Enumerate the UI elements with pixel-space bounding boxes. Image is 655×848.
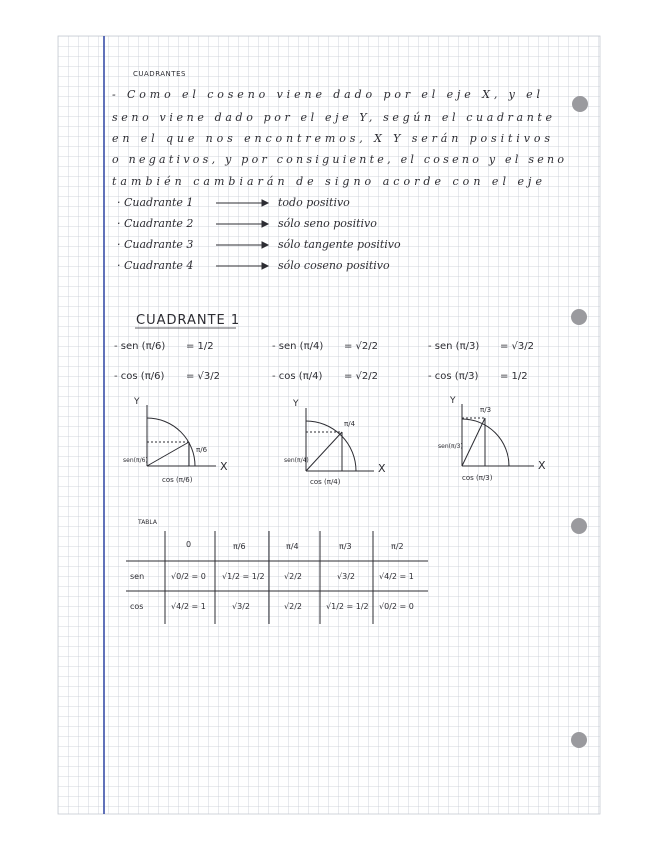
paragraph-line: - Como el coseno viene dado por el eje X, y el [112, 88, 540, 101]
table-cell: √3/2 [337, 572, 355, 581]
axis-label: X [220, 460, 228, 473]
table-row-label: sen [130, 572, 145, 581]
binder-hole [571, 732, 587, 748]
table-cell: √3/2 [232, 602, 250, 611]
angle-label: π/3 [480, 406, 492, 414]
axis-label: Y [134, 397, 140, 407]
table-header: π/2 [391, 542, 404, 551]
cos-label: cos (π/3) [462, 474, 493, 482]
axis-label: Y [293, 399, 299, 409]
formula-value: = √2/2 [344, 341, 379, 352]
paragraph-line: o negativos, y por consiguiente, el coseno y el seno [112, 153, 565, 166]
sen-label: sen(π/6) [123, 457, 148, 464]
quadrant-label: · Cuadrante 3 [117, 238, 194, 251]
formula-cos: - cos (π/3) [428, 371, 479, 382]
formula-value: = √3/2 [500, 341, 535, 352]
sen-label: sen(π/4) [284, 457, 309, 464]
cos-label: cos (π/6) [162, 476, 193, 484]
table-cell: √4/2 = 1 [171, 602, 206, 611]
table-row-label: cos [130, 602, 144, 611]
angle-label: π/4 [344, 420, 356, 428]
formula-cos: - cos (π/4) [272, 371, 323, 382]
formula-value: = 1/2 [186, 341, 214, 352]
quadrant-rule: sólo seno positivo [278, 217, 377, 230]
quadrant-rule: sólo coseno positivo [278, 259, 390, 272]
paragraph-line: también cambiarán de signo acorde con el eje [112, 175, 542, 188]
axis-label: X [378, 462, 386, 475]
formula-cos: - cos (π/6) [114, 371, 165, 382]
quadrant-label: · Cuadrante 4 [117, 259, 194, 272]
intro-heading: CUADRANTES [133, 70, 186, 78]
table-header: π/3 [339, 542, 352, 551]
table-cell: √0/2 = 0 [171, 572, 206, 581]
formula-sen: - sen (π/6) [114, 341, 166, 352]
formula-value: = √3/2 [186, 371, 221, 382]
formula-value: = √2/2 [344, 371, 379, 382]
quadrant-rule: todo positivo [278, 196, 350, 209]
axis-label: Y [450, 396, 456, 406]
table-cell: √2/2 [284, 572, 302, 581]
table-cell: √1/2 = 1/2 [326, 602, 369, 611]
table-label: TABLA [138, 519, 158, 526]
binder-hole [571, 309, 587, 325]
sen-label: sen(π/3) [438, 443, 463, 450]
formula-sen: - sen (π/4) [272, 341, 324, 352]
formula-sen: - sen (π/3) [428, 341, 480, 352]
paragraph-line: en el que nos encontremos, X Y serán positivos [112, 132, 550, 145]
table-cell: √2/2 [284, 602, 302, 611]
binder-hole [571, 518, 587, 534]
binder-hole [572, 96, 588, 112]
angle-label: π/6 [196, 446, 208, 454]
table-cell: √4/2 = 1 [379, 572, 414, 581]
table-header: 0 [186, 540, 192, 549]
table-cell: √0/2 = 0 [379, 602, 414, 611]
formula-value: = 1/2 [500, 371, 528, 382]
section-title: CUADRANTE 1 [136, 313, 241, 328]
quadrant-rule: sólo tangente positivo [278, 238, 401, 251]
cos-label: cos (π/4) [310, 478, 341, 486]
table-header: π/6 [233, 542, 246, 551]
quadrant-label: · Cuadrante 1 [117, 196, 194, 209]
paragraph-line: seno viene dado por el eje Y, según el cuadrante [112, 111, 553, 124]
table-cell: √1/2 = 1/2 [222, 572, 265, 581]
table-header: π/4 [286, 542, 299, 551]
axis-label: X [538, 459, 546, 472]
quadrant-label: · Cuadrante 2 [117, 217, 194, 230]
